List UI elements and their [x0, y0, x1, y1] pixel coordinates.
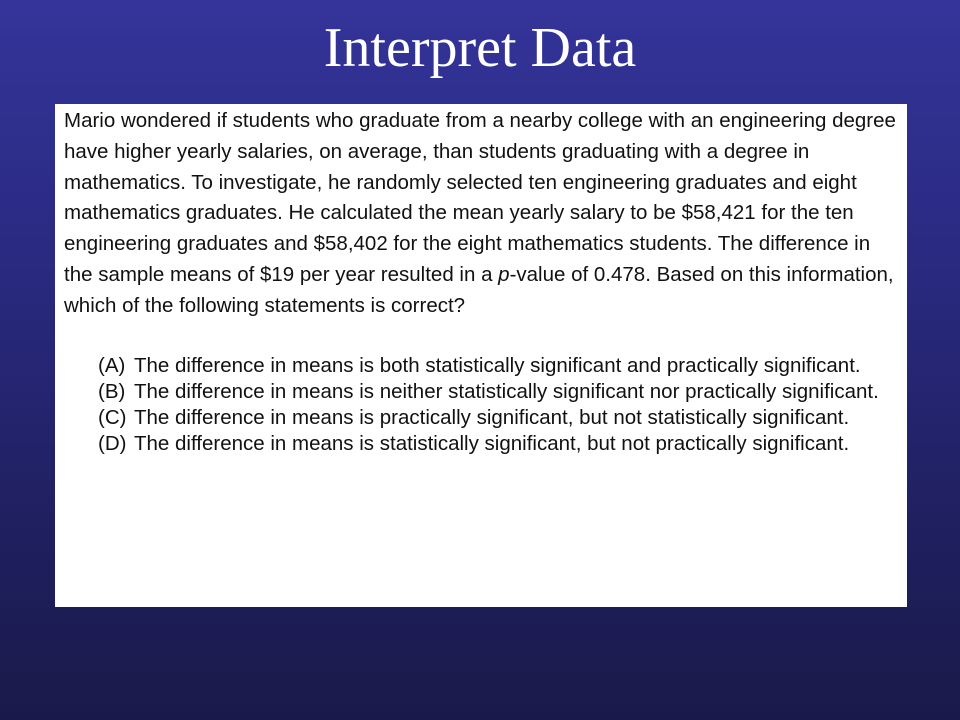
answer-choice-b: [98, 379, 897, 405]
choice-letter: (B): [98, 379, 126, 403]
answer-choice-a: [98, 353, 897, 379]
choice-letter: (C): [98, 405, 127, 429]
question-stem: [64, 106, 897, 322]
p-value-variable: p: [498, 262, 510, 286]
choice-text: The difference in means is practically significant, but not statistically significant.: [134, 405, 850, 429]
choice-letter: (A): [98, 353, 126, 377]
question-stem-part1: Mario wondered if students who graduate from a nearby college with an engineering degree have higher yearly salaries, on average, than students graduating with a degree in mathematics. To investigate, he randomly selected ten engineering graduates and eight mathematics graduates. He calculated the mean yearly salary to be $58,421 for the ten engineering graduates and $58,402 for the eight mathematics students. The difference in the sample means of $19 per year resulted in a: [64, 109, 896, 286]
answer-choice-d: [98, 431, 897, 457]
choice-text: The difference in means is both statistically significant and practically significant.: [134, 353, 861, 377]
question-stem-part2: -value of 0.478. Based on this information, which of the following statements is correct?: [64, 262, 894, 317]
question-box: [55, 104, 907, 607]
answer-choice-c: [98, 405, 897, 431]
slide-title: Interpret Data: [323, 17, 637, 79]
answer-choices: [64, 353, 897, 457]
choice-text: The difference in means is neither statistically significant nor practically significant.: [134, 379, 879, 403]
choice-text: The difference in means is statistically significant, but not practically significant.: [134, 431, 850, 455]
choice-letter: (D): [98, 431, 127, 455]
